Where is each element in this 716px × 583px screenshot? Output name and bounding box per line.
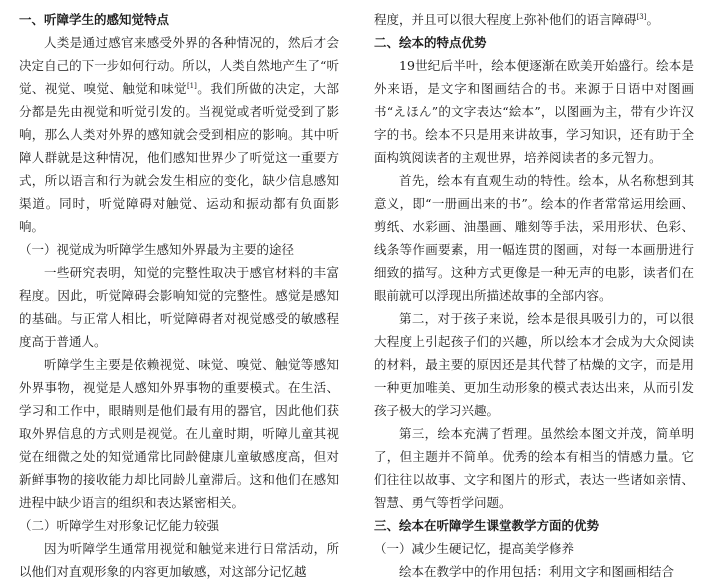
paragraph: 因为听障学生通常用视觉和触觉来进行日常活动，所以他们对直观形象的内容更加敏感，对这部分记忆越 <box>19 541 339 579</box>
paragraph: 第二，对于孩子来说，绘本是很具吸引力的，可以很大程度上引起孩子们的兴趣，所以绘本才会成为大众阅读的材料，最主要的原因还是其代替了枯燥的文字，而是用一种更加唯美、更加生动形象的模式表达出来，从而引发孩子极大的学习兴趣。 <box>374 311 694 418</box>
paragraph: 一些研究表明，知觉的完整性取决于感官材料的丰富程度。因此，听觉障碍会影响知觉的完整性。感觉是感知的基础。与正常人相比，听觉障碍者对视觉感受的敏感程度高于普通人。 <box>19 265 339 349</box>
subsection-heading: （一）减少生硬记忆，提高美学修养 <box>374 541 575 556</box>
section-heading-1: 一、听障学生的感知觉特点 <box>19 12 170 27</box>
paragraph: 19世纪后半叶，绘本便逐渐在欧美开始盛行。绘本是外来语，是文字和图画结合的书。来源于日语中对图画书“えほん”的文字表达“絵本”，以图画为主，带有少许汉字的书。绘本不只是用来讲故事，学习知识，还有助于全面构筑阅读者的主观世界，培养阅读者的多元智力。 <box>374 58 694 165</box>
section-heading-3: 三、绘本在听障学生课堂教学方面的优势 <box>374 518 600 533</box>
right-column <box>374 8 694 583</box>
citation-ref: [1] <box>186 81 197 90</box>
left-column <box>19 8 339 583</box>
paragraph: 听障学生主要是依赖视觉、味觉、嗅觉、触觉等感知外界事物，视觉是人感知外界事物的重要模式。在生活、学习和工作中，眼睛则是他们最有用的器官，因此他们获取外界信息的方式则是视觉。在儿童时期，听障儿童其视觉在细微之处的知觉通常比同龄健康儿童敏感度高，但对新鲜事物的接收能力却比同龄儿童滞后。这和他们在感知进程中缺少语言的组织和表达紧密相关。 <box>19 357 339 510</box>
paragraph-text: 。 <box>646 12 659 27</box>
paragraph-text: 。我们所做的决定，大部分都是先由视觉和听觉引发的。当视觉或者听觉受到了影响，那么人类对外界的感知就会受到相应的影响。其中听障人群就是这种情况，他们感知世界少了听觉这一重要方式，所以语言和行为就会发生相应的变化，缺少信息感知渠道。同时，听觉障碍对触觉、运动和振动都有负面影响。 <box>19 81 339 234</box>
paragraph <box>19 31 339 238</box>
citation-ref: [3] <box>636 12 647 21</box>
paragraph-text: 程度，并且可以很大程度上弥补他们的语言障碍 <box>374 12 637 27</box>
paragraph-continued <box>374 8 694 31</box>
subsection-heading: （一）视觉成为听障学生感知外界最为主要的途径 <box>19 242 295 257</box>
paragraph: 首先，绘本有直观生动的特性。绘本，从名称想到其意义，即“一册画出来的书”。绘本的作者常常运用绘画、剪纸、水彩画、油墨画、雕刻等手法，采用形状、色彩、线条等作画要素，用一幅连贯的图画，对每一本画册进行细致的描写。这种方式更像是一种无声的电影，读者们在眼前就可以浮现出所描述故事的全部内容。 <box>374 173 694 303</box>
paragraph: 第三，绘本充满了哲理。虽然绘本图文并茂，简单明了，但主题并不简单。优秀的绘本有相当的情感力量。它们往往以故事、文字和图片的形式，表达一些诸如亲情、智慧、勇气等哲学问题。 <box>374 426 694 510</box>
paragraph: 绘本在教学中的作用包括：利用文字和图画相结合 <box>399 564 675 579</box>
section-heading-2: 二、绘本的特点优势 <box>374 35 487 50</box>
subsection-heading: （二）听障学生对形象记忆能力较强 <box>19 518 220 533</box>
paragraph-text: 人类是通过感官来感受外界的各种情况的，然后才会决定自己的下一步如何行动。所以，人类自然地产生了“听觉、视觉、嗅觉、触觉和味觉 <box>19 35 339 96</box>
